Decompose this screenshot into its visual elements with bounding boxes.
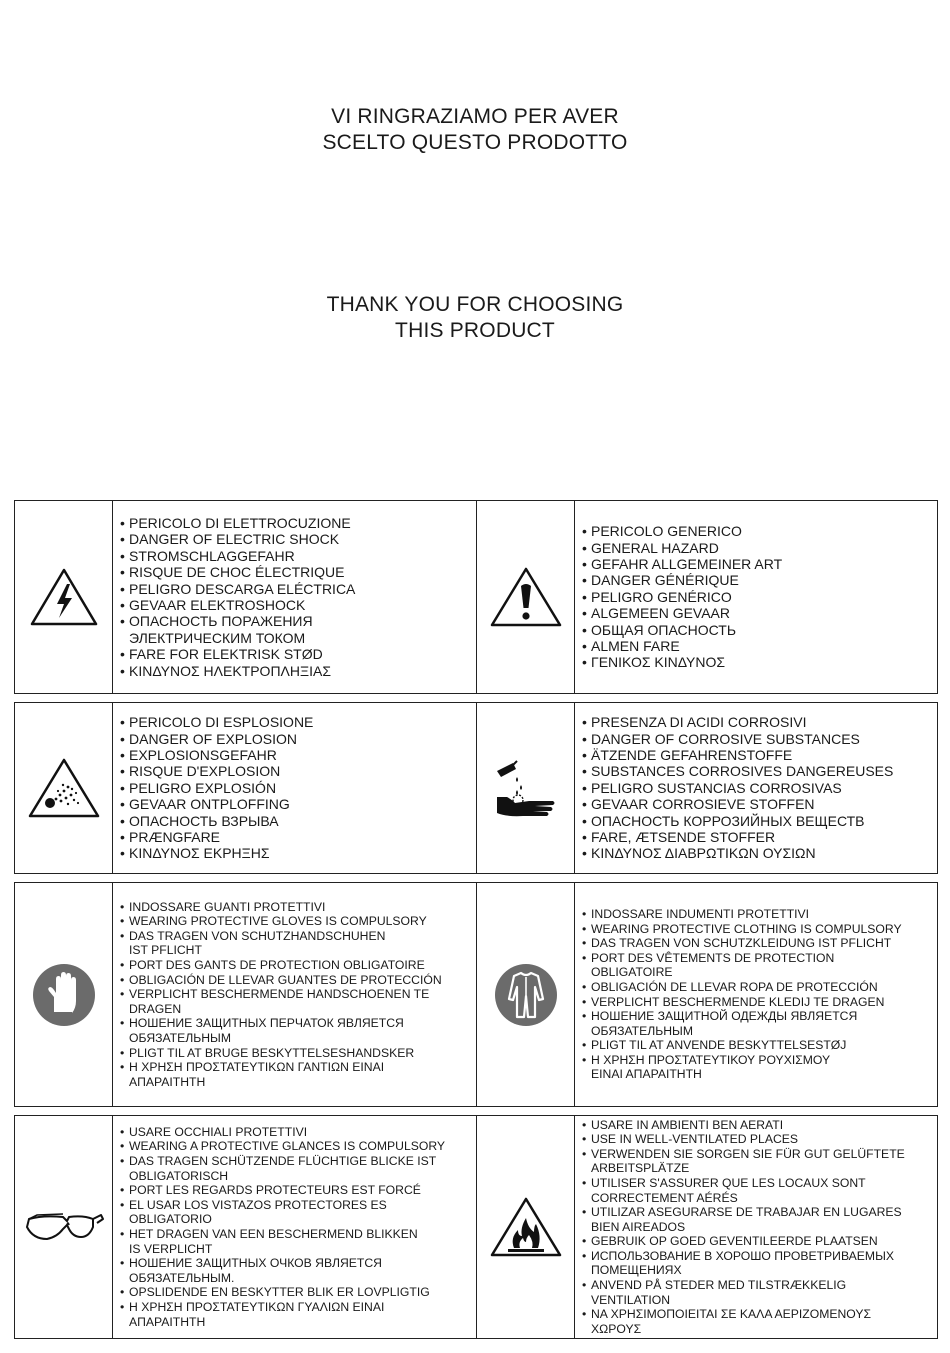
list-item: ПОМЕЩЕНИЯХ <box>591 1263 682 1278</box>
thanks-line: THANK YOU FOR CHOOSING <box>326 293 624 316</box>
list-item: • INDOSSARE GUANTI PROTETTIVI <box>120 899 326 914</box>
panel-protective-gloves <box>14 882 477 1107</box>
list-item: • PERICOLO DI ESPLOSIONE <box>120 714 314 731</box>
list-item: • Η ΧΡΗΣΗ ΠΡΟΣΤΑΤΕΥΤΙΚΟΥ ΡΟΥΧΙΣΜΟΥ <box>582 1052 831 1067</box>
list-item: • GEVAAR ELEKTROSHOCK <box>120 597 306 613</box>
list-item: • VERWENDEN SIE SORGEN SIE FÜR GUT GELÜFTETE <box>582 1146 905 1161</box>
list-item: • ΝΑ ΧΡΗΣΙΜΟΠΟΙΕΙΤΑΙ ΣΕ ΚΑΛΑ ΑΕΡΙΖΟΜΕΝΟΥΣ <box>582 1307 872 1322</box>
list-item: • GEVAAR ONTPLOFFING <box>120 796 290 813</box>
list-item: • PORT DES GANTS DE PROTECTION OBLIGATOIRE <box>120 958 425 973</box>
list-item: • UTILISER S'ASSURER QUE LES LOCAUX SONT <box>582 1175 866 1190</box>
list-item: • PELIGRO GENÉRICO <box>582 588 732 605</box>
list-item: ОБЯЗАТЕЛЬНЫМ <box>591 1023 693 1038</box>
general-hazard-warning-icon <box>488 564 564 630</box>
list-item: • HET DRAGEN VAN EEN BESCHERMEND BLIKKEN <box>120 1227 418 1241</box>
thanks-line: VI RINGRAZIAMO PER AVER <box>331 105 619 128</box>
list-item: • WEARING A PROTECTIVE GLANCES IS COMPULSORY <box>120 1139 446 1154</box>
list-item: • PELIGRO SUSTANCIAS CORROSIVAS <box>582 779 842 796</box>
list-item: • GEVAAR CORROSIEVE STOFFEN <box>582 796 815 813</box>
list-item: • GEBRUIK OP GOED GEVENTILEERDE PLAATSEN <box>582 1234 878 1249</box>
list-item: • DAS TRAGEN VON SCHUTZKLEIDUNG IST PFLICHT <box>582 936 892 951</box>
list-item: • Η ΧΡΗΣΗ ΠΡΟΣΤΑΤΕΥΤΙΚΩΝ ΓΑΝΤΙΩΝ ΕΙΝΑΙ <box>120 1060 385 1075</box>
list-item: • DANGER OF ELECTRIC SHOCK <box>120 531 340 548</box>
thanks-heading-english <box>0 292 950 344</box>
list-item: OBLIGATORIO <box>129 1212 212 1227</box>
protective-gloves-icon <box>32 963 96 1027</box>
list-item: • USARE OCCHIALI PROTETTIVI <box>120 1124 308 1139</box>
list-item: • RISQUE DE CHOC ÉLECTRIQUE <box>120 564 345 581</box>
list-item: • ALMEN FARE <box>582 638 680 655</box>
list-item: • STROMSCHLAGGEFAHR <box>120 547 295 564</box>
list-item: • PERICOLO DI ELETTROCUZIONE <box>120 514 351 531</box>
list-item: • ΚΙΝΔΥΝΟΣ ΕΚΡΗΞΗΣ <box>120 845 270 862</box>
protective-glasses-icon <box>23 1207 105 1247</box>
list-item: • ANVEND PÅ STEDER MED TILSTRÆKKELIG <box>582 1278 847 1293</box>
list-item: • ΚΙΝΔΥΝΟΣ ΗΛΕΚΤΡΟΠΛΗΞΙΑΣ <box>120 662 332 679</box>
list-item: CORRECTEMENT AÉRÉS <box>591 1190 738 1205</box>
corrosive-substances-icon <box>493 757 559 819</box>
panel-electric-shock <box>14 500 477 694</box>
warning-text-list <box>582 714 937 862</box>
panel-explosion <box>14 702 477 874</box>
list-item: • VERPLICHT BESCHERMENDE KLEDIJ TE DRAGEN <box>582 994 885 1009</box>
list-item: • ОПАСНОСТЬ ВЗРЫВА <box>120 812 279 829</box>
list-item: • OBLIGACIÓN DE LLEVAR ROPA DE PROTECCIÓN <box>582 979 878 994</box>
explosion-warning-icon <box>26 755 102 821</box>
list-item: ΑΠΑΡΑΙΤΗΤΗ <box>129 1074 206 1089</box>
list-item: • EL USAR LOS VISTAZOS PROTECTORES ES <box>120 1197 387 1212</box>
list-item: • GENERAL HAZARD <box>582 539 719 556</box>
list-item: • ОПАСНОСТЬ КОРРОЗИЙНЫХ ВЕЩЕСТВ <box>582 812 865 829</box>
list-item: • PERICOLO GENERICO <box>582 523 742 540</box>
list-item: • FARE FOR ELEKTRISK STØD <box>120 646 323 663</box>
list-item: DRAGEN <box>129 1001 182 1016</box>
list-item: • DANGER GÉNÉRIQUE <box>582 572 739 589</box>
list-item: • Η ΧΡΗΣΗ ΠΡΟΣΤΑΤΕΥΤΙΚΩΝ ΓΥΑΛΙΩΝ ΕΙΝΑΙ <box>120 1299 385 1314</box>
list-item: • ИСПОЛЬЗОВАНИЕ В ХОРОШО ПРОВЕТРИВАЕМЫХ <box>582 1248 894 1263</box>
panel-protective-clothing <box>476 882 938 1107</box>
warning-text-list <box>120 714 476 862</box>
list-item: • ÄTZENDE GEFAHRENSTOFFE <box>582 746 793 763</box>
list-item: • OPSLIDENDE EN BESKYTTER BLIK ER LOVPLIGTIG <box>120 1285 430 1300</box>
list-item: ΧΩΡΟΥΣ <box>591 1321 642 1336</box>
list-item: VENTILATION <box>591 1292 671 1307</box>
list-item: OBLIGATORISCH <box>129 1168 229 1183</box>
panel-ventilation <box>476 1115 938 1339</box>
list-item: ОБЯЗАТЕЛЬНЫМ <box>129 1030 231 1045</box>
list-item: • SUBSTANCES CORROSIVES DANGEREUSES <box>582 763 894 780</box>
panel-corrosive <box>476 702 938 874</box>
list-item: • INDOSSARE INDUMENTI PROTETTIVI <box>582 906 810 921</box>
warning-text-list <box>582 1118 937 1337</box>
list-item: • PLIGT TIL AT ANVENDE BESKYTTELSESTØJ <box>582 1038 847 1053</box>
warning-text-list <box>120 1125 476 1329</box>
list-item: • DAS TRAGEN SCHÜTZENDE FLÜCHTIGE BLICKE IST <box>120 1154 437 1169</box>
list-item: BIEN AIREADOS <box>591 1219 686 1234</box>
list-item: • ОПАСНОСТЬ ПОРАЖЕНИЯ <box>120 613 313 630</box>
list-item: • ΚΙΝΔΥΝΟΣ ΔΙΑΒΡΩΤΙΚΩΝ ΟΥΣΙΩΝ <box>582 845 816 862</box>
panel-general-hazard <box>476 500 938 694</box>
list-item: • VERPLICHT BESCHERMENDE HANDSCHOENEN TE <box>120 987 430 1002</box>
list-item: OBLIGATOIRE <box>591 965 673 980</box>
list-item: ЭЛЕКТРИЧЕСКИМ ТОКОМ <box>129 629 306 646</box>
list-item: • EXPLOSIONSGEFAHR <box>120 746 277 763</box>
list-item: • RISQUE D'EXPLOSION <box>120 763 281 780</box>
list-item: • PORT LES REGARDS PROTECTEURS EST FORCÉ <box>120 1183 421 1198</box>
warning-text-list <box>120 900 476 1090</box>
list-item: • ОБЩАЯ ОПАСНОСТЬ <box>582 621 737 638</box>
list-item: • PORT DES VÊTEMENTS DE PROTECTION <box>582 950 835 965</box>
list-item: IST PFLICHT <box>129 943 202 958</box>
list-item: • НОШЕНИЕ ЗАЩИТНЫХ ОЧКОВ ЯВЛЯЕТСЯ <box>120 1256 382 1271</box>
list-item: IS VERPLICHT <box>129 1241 213 1256</box>
thanks-line: SCELTO QUESTO PRODOTTO <box>322 131 628 154</box>
list-item: • PLIGT TIL AT BRUGE BESKYTTELSESHANDSKER <box>120 1045 415 1060</box>
list-item: • PELIGRO DESCARGA ELÉCTRICA <box>120 580 356 597</box>
list-item: • DANGER OF EXPLOSION <box>120 730 298 747</box>
list-item: • USARE IN AMBIENTI BEN AERATI <box>582 1117 784 1132</box>
list-item: • WEARING PROTECTIVE GLOVES IS COMPULSORY <box>120 914 427 929</box>
list-item: • ALGEMEEN GEVAAR <box>582 605 731 622</box>
warning-text-list <box>582 523 937 671</box>
list-item: • OBLIGACIÓN DE LLEVAR GUANTES DE PROTECCIÓN <box>120 972 442 987</box>
list-item: • DANGER OF CORROSIVE SUBSTANCES <box>582 730 860 747</box>
list-item: • PRÆNGFARE <box>120 829 221 846</box>
protective-clothing-icon <box>494 963 558 1027</box>
list-item: ARBEITSPLÄTZE <box>591 1161 690 1176</box>
list-item: • UTILIZAR ASEGURARSE DE TRABAJAR EN LUGARES <box>582 1205 902 1220</box>
list-item: • PRESENZA DI ACIDI CORROSIVI <box>582 714 807 731</box>
list-item: • PELIGRO EXPLOSIÓN <box>120 779 277 796</box>
warning-text-list <box>582 907 937 1082</box>
flammable-warning-icon <box>488 1194 564 1260</box>
thanks-line: THIS PRODUCT <box>395 319 555 342</box>
panel-protective-glasses <box>14 1115 477 1339</box>
list-item: • НОШЕНИЕ ЗАЩИТНЫХ ПЕРЧАТОК ЯВЛЯЕТСЯ <box>120 1016 404 1031</box>
list-item: ΑΠΑΡΑΙΤΗΤΗ <box>129 1314 206 1329</box>
electric-shock-warning-icon <box>28 564 100 630</box>
list-item: • WEARING PROTECTIVE CLOTHING IS COMPULSORY <box>582 921 902 936</box>
list-item: • НОШЕНИЕ ЗАЩИТНОЙ ОДЕЖДЫ ЯВЛЯЕТСЯ <box>582 1009 858 1024</box>
list-item: • GEFAHR ALLGEMEINER ART <box>582 555 783 572</box>
list-item: ОБЯЗАТЕЛЬНЫМ. <box>129 1270 235 1285</box>
list-item: ΕΙΝΑΙ ΑΠΑΡΑΙΤΗΤΗ <box>591 1067 702 1082</box>
list-item: • DAS TRAGEN VON SCHUTZHANDSCHUHEN <box>120 928 386 943</box>
list-item: • USE IN WELL-VENTILATED PLACES <box>582 1132 799 1147</box>
thanks-heading-italian <box>0 104 950 156</box>
list-item: • FARE, ÆTSENDE STOFFER <box>582 829 776 846</box>
warning-text-list <box>120 515 476 679</box>
list-item: • ΓΕΝΙΚΟΣ ΚΙΝΔΥΝΟΣ <box>582 654 726 671</box>
